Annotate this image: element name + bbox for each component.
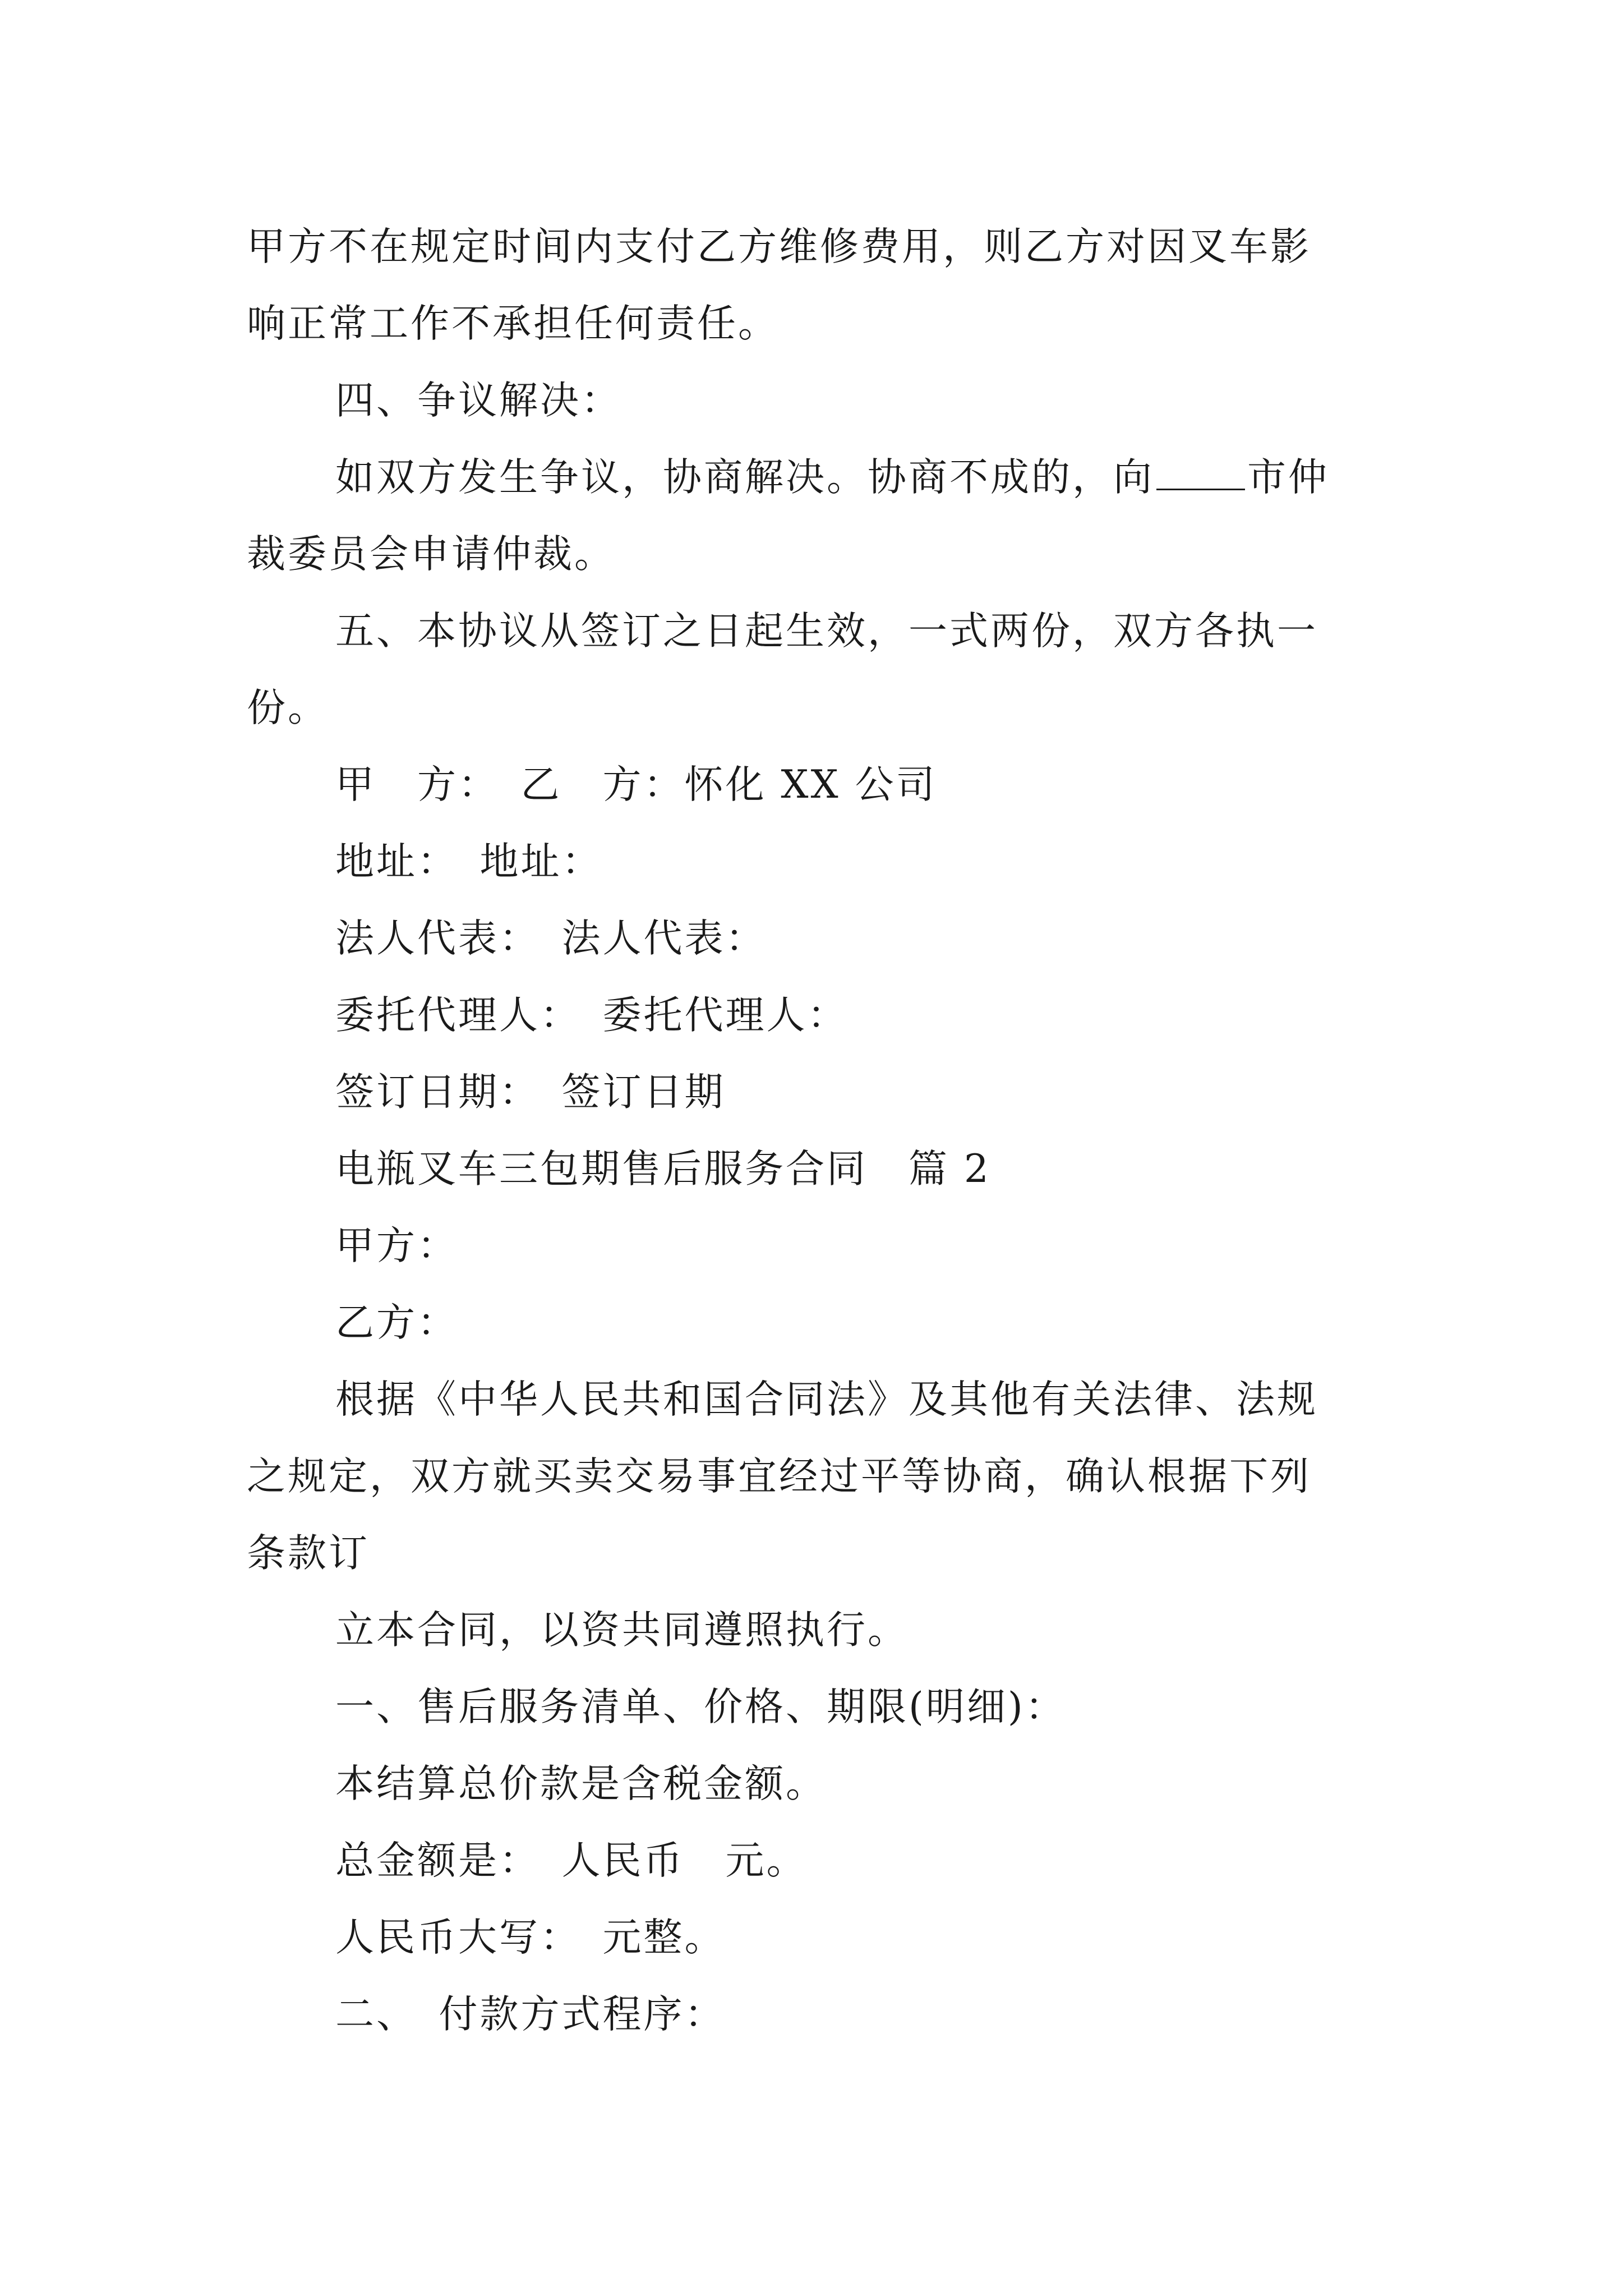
- party-line: 甲 方： 乙 方：怀化 XX 公司: [335, 762, 937, 807]
- paragraph-line: 甲方不在规定时间内支付乙方维修费用，则乙方对因叉车影: [247, 224, 1311, 269]
- paragraph-text: 市仲: [1247, 455, 1329, 500]
- sign-date-line: 签订日期： 签订日期: [335, 1070, 726, 1115]
- total-amount-line: 总金额是： 人民币 元。: [335, 1838, 808, 1883]
- paragraph-line: 立本合同，以资共同遵照执行。: [335, 1608, 909, 1653]
- party-a-line: 甲方：: [335, 1223, 458, 1268]
- paragraph-line: 裁委员会申请仲裁。: [247, 532, 615, 577]
- party-b-line: 乙方：: [335, 1300, 458, 1345]
- paragraph-line-with-blank: [247, 439, 1380, 516]
- contract-title: 电瓶叉车三包期售后服务合同 篇 2: [335, 1147, 991, 1191]
- paragraph-text: 如双方发生争议，协商解决。协商不成的，向: [335, 455, 1154, 500]
- address-line: 地址： 地址：: [335, 839, 603, 884]
- paragraph-line: 之规定，双方就买卖交易事宜经过平等协商，确认根据下列: [247, 1454, 1311, 1499]
- paragraph-line: 本结算总价款是含税金额。: [335, 1761, 827, 1806]
- amount-in-words-line: 人民币大写： 元整。: [335, 1915, 726, 1960]
- paragraph-line: 响正常工作不承担任何责任。: [247, 301, 779, 346]
- section-heading: 一、售后服务清单、价格、期限(明细)：: [335, 1685, 1066, 1729]
- section-heading: 四、争议解决：: [335, 378, 622, 423]
- legal-representative-line: 法人代表： 法人代表：: [335, 916, 767, 961]
- paragraph-line: 五、本协议从签订之日起生效，一式两份，双方各执一: [335, 609, 1318, 654]
- paragraph-line: 份。: [247, 685, 329, 730]
- document-body: [247, 209, 1380, 2053]
- paragraph-line: 条款订: [247, 1531, 370, 1576]
- agent-line: 委托代理人： 委托代理人：: [335, 993, 849, 1038]
- section-heading: 二、 付款方式程序：: [335, 1992, 726, 2037]
- fill-in-blank: [1156, 462, 1245, 490]
- paragraph-line: 根据《中华人民共和国合同法》及其他有关法律、法规: [335, 1377, 1318, 1422]
